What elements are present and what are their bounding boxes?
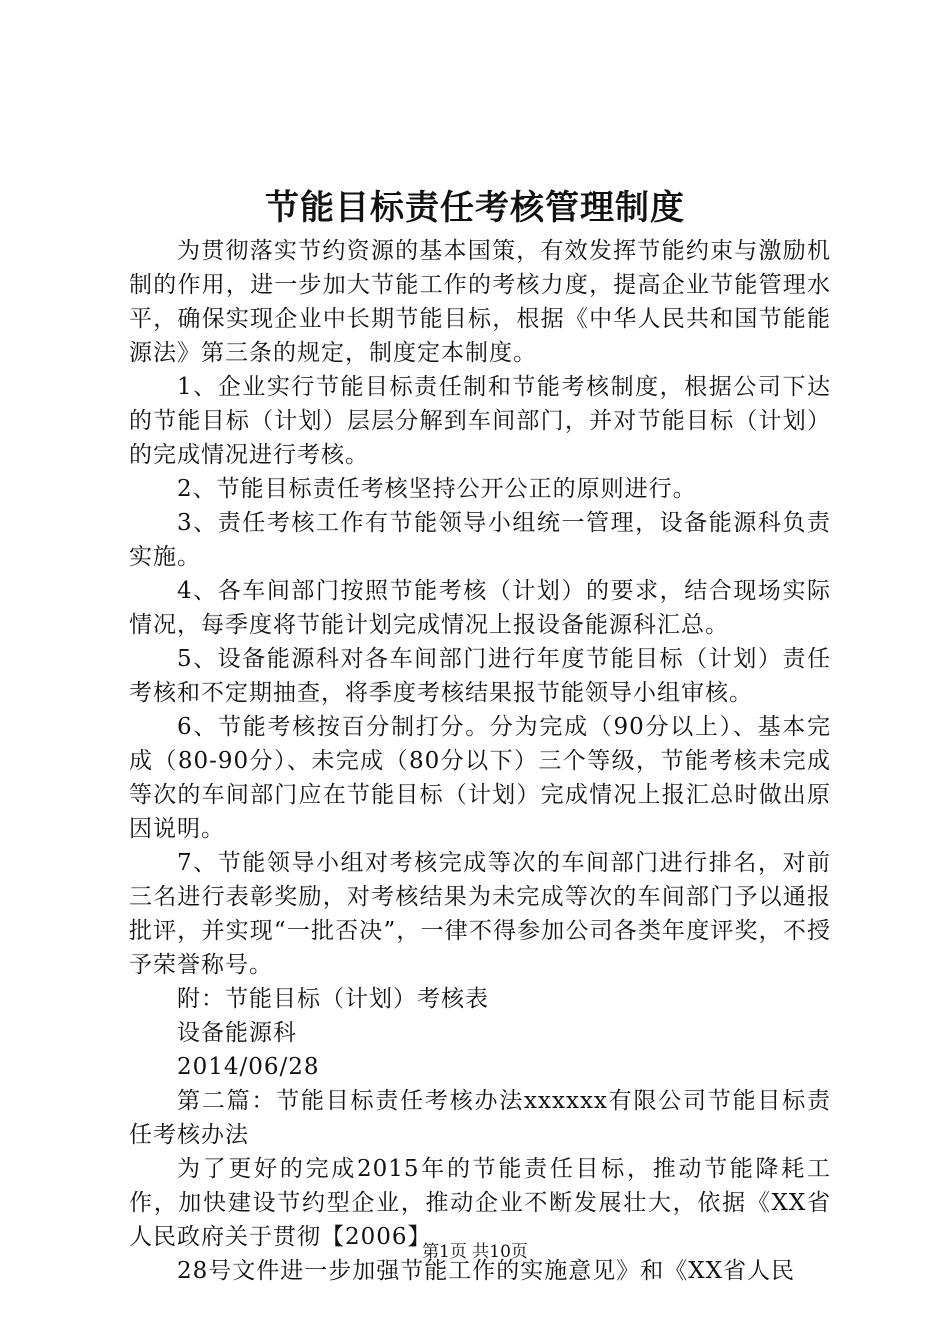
attachment-line: 附：节能目标（计划）考核表 — [177, 986, 489, 1012]
clause-6: 6、节能考核按百分制打分。分为完成（90分以上）、基本完成（80-90分）、未完成（80分以下）三个等级，节能考核未完成等次的车间部门应在节能目标（计划）完成情况上报汇总时做出原因说明。 — [129, 714, 831, 842]
clause-2: 2、节能目标责任考核坚持公开公正的原则进行。 — [177, 476, 697, 502]
document-title: 节能目标责任考核管理制度 — [265, 188, 685, 228]
page-number-footer: 第1页 共10页 — [422, 1242, 528, 1262]
clause-1: 1、企业实行节能目标责任制和节能考核制度，根据公司下达的节能目标（计划）层层分解到车间部门，并对节能目标（计划）的完成情况进行考核。 — [129, 374, 831, 468]
document-date: 2014/06/28 — [177, 1054, 320, 1080]
second-article-continuation: 28号文件进一步加强节能工作的实施意见》和《XX省人民 — [177, 1258, 796, 1284]
clause-4: 4、各车间部门按照节能考核（计划）的要求，结合现场实际情况，每季度将节能计划完成情况上报设备能源科汇总。 — [129, 578, 831, 638]
second-article-paragraph: 为了更好的完成2015年的节能责任目标，推动节能降耗工作，加快建设节约型企业，推动企业不断发展壮大，依据《XX省人民政府关于贯彻【2006】 — [129, 1156, 831, 1250]
department-signature: 设备能源科 — [177, 1020, 297, 1046]
document-body — [129, 234, 831, 1288]
second-article-heading: 第二篇：节能目标责任考核办法xxxxxx有限公司节能目标责任考核办法 — [129, 1088, 831, 1148]
clause-3: 3、责任考核工作有节能领导小组统一管理，设备能源科负责实施。 — [129, 510, 831, 570]
clause-5: 5、设备能源科对各车间部门进行年度节能目标（计划）责任考核和不定期抽查，将季度考核结果报节能领导小组审核。 — [129, 646, 831, 706]
clause-7: 7、节能领导小组对考核完成等次的车间部门进行排名，对前三名进行表彰奖励，对考核结果为未完成等次的车间部门予以通报批评，并实现“一批否决”，一律不得参加公司各类年度评奖，不授予荣誉称号。 — [129, 850, 831, 978]
intro-paragraph: 为贯彻落实节约资源的基本国策，有效发挥节能约束与激励机制的作用，进一步加大节能工作的考核力度，提高企业节能管理水平，确保实现企业中长期节能目标，根据《中华人民共和国节能能源法》第三条的规定，制度定本制度。 — [129, 238, 831, 366]
